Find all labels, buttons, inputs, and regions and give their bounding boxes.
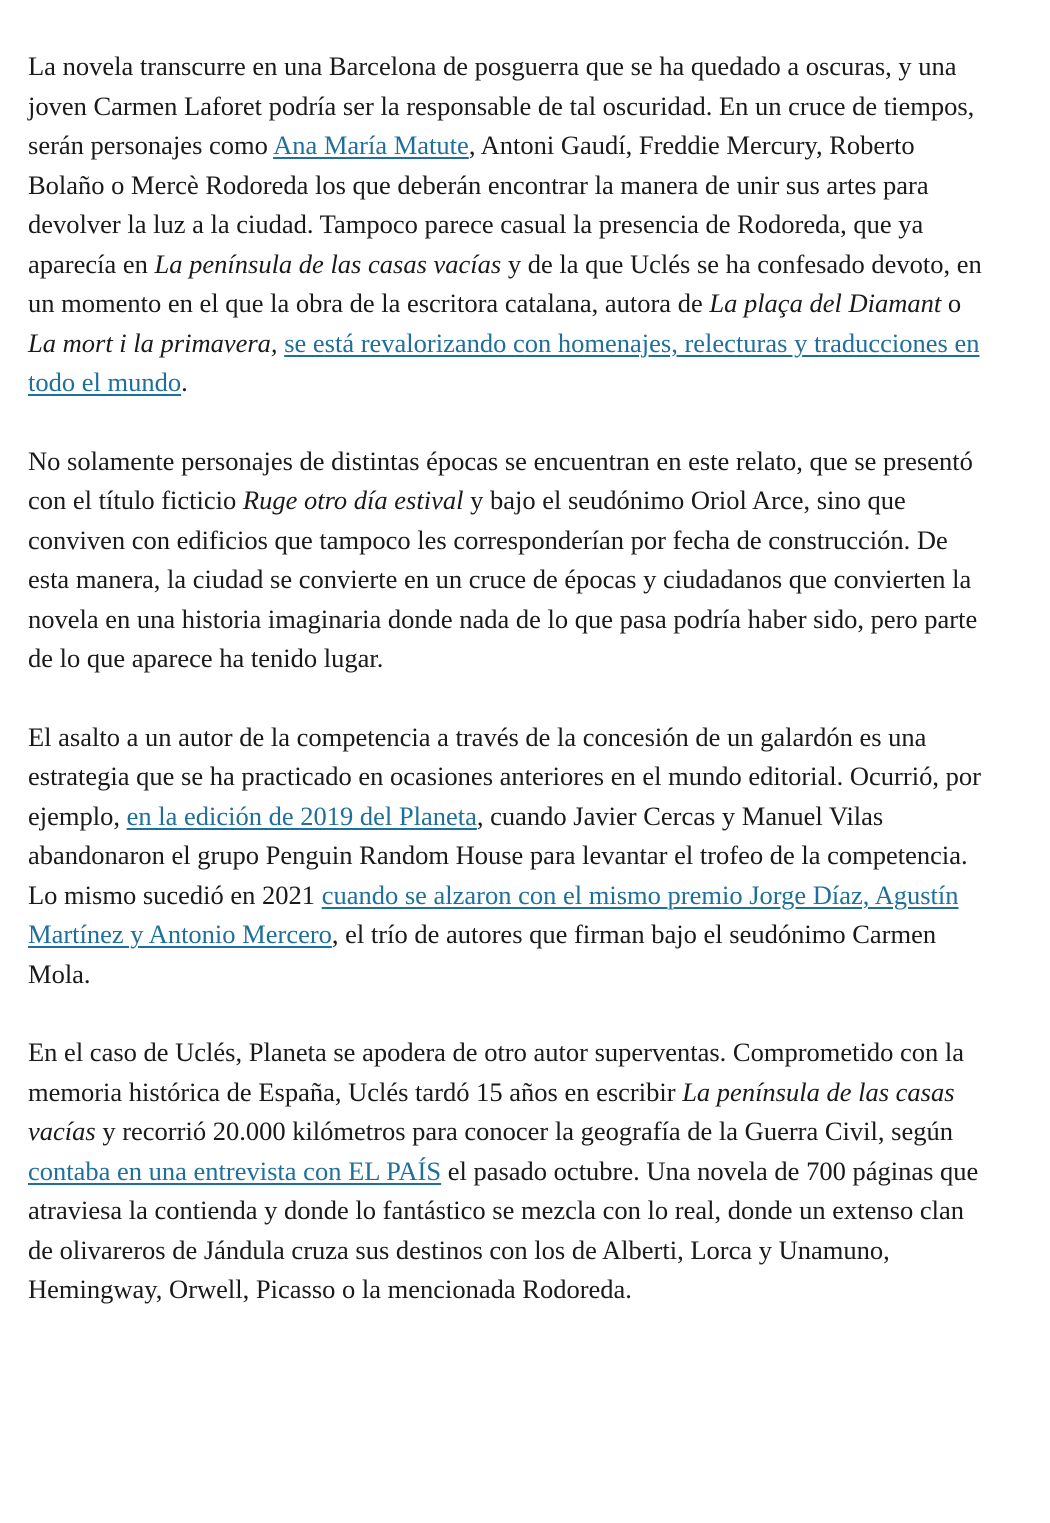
book-title: La península de las casas vacías bbox=[28, 1076, 955, 1146]
paragraph-text: La novela transcurre en una Barcelona de posguerra que se ha quedado a oscuras, y una joven Carmen Laforet podría ser la responsable de tal oscuridad. En un cruce de tiempos, serán personajes como bbox=[28, 51, 975, 160]
paragraph-text: No solamente personajes de distintas épocas se encuentran en este relato, que se presentó con el título ficticio bbox=[28, 445, 973, 515]
link-planeta-2019[interactable]: en la edición de 2019 del Planeta bbox=[126, 800, 477, 831]
book-title: La mort i la primavera, bbox=[28, 327, 278, 358]
paragraph-text: y de la que Uclés se ha confesado devoto, en un momento en el que la obra de la escritora catalana, autora de bbox=[28, 248, 982, 318]
paragraph bbox=[28, 718, 988, 995]
book-title: Ruge otro día estival bbox=[242, 485, 464, 515]
paragraph bbox=[28, 1033, 988, 1310]
paragraph-text: o bbox=[941, 288, 962, 318]
paragraph-text: , el trío de autores que firman bajo el seudónimo Carmen Mola. bbox=[28, 919, 937, 989]
link-rodoreda-revalorizacion[interactable]: se está revalorizando con homenajes, relecturas y traducciones en todo el mundo bbox=[28, 327, 980, 397]
paragraph bbox=[28, 442, 988, 679]
paragraph bbox=[28, 47, 988, 403]
book-title: La plaça del Diamant bbox=[709, 288, 942, 318]
paragraph-text: En el caso de Uclés, Planeta se apodera de otro autor superventas. Comprometido con la memoria histórica de España, Uclés tardó 15 años en escribir bbox=[28, 1037, 965, 1107]
link-entrevista-el-pais[interactable]: contaba en una entrevista con EL PAÍS bbox=[28, 1155, 442, 1186]
paragraph-text: . bbox=[181, 367, 188, 397]
link-ana-maria-matute[interactable]: Ana María Matute bbox=[273, 130, 469, 160]
paragraph-text: y bajo el seudónimo Oriol Arce, sino que conviven con edificios que tampoco les corresponderían por fecha de construcción. De esta manera, la ciudad se convierte en un cruce de épocas y ciudadanos que convierten la novela en una historia imaginaria donde nada de lo que pasa podría haber sido, pero parte de lo que aparece ha tenido lugar. bbox=[28, 485, 978, 673]
paragraph-text: El asalto a un autor de la competencia a través de la concesión de un galardón es una estrategia que se ha practicado en ocasiones anteriores en el mundo editorial. Ocurrió, por ejemplo, bbox=[28, 721, 981, 831]
paragraph-text: y recorrió 20.000 kilómetros para conocer la geografía de la Guerra Civil, según bbox=[95, 1116, 953, 1146]
paragraph-text: , Antoni Gaudí, Freddie Mercury, Roberto Bolaño o Mercè Rodoreda los que deberán encontrar la manera de unir sus artes para devolver la luz a la ciudad. Tampoco parece casual la presencia de Rodoreda, que ya aparecía en bbox=[28, 130, 929, 279]
article-body bbox=[28, 47, 988, 1349]
paragraph-text: el pasado octubre. Una novela de 700 páginas que atraviesa la contienda y donde lo fantástico se mezcla con lo real, donde un extenso clan de olivareros de Jándula cruza sus destinos con los de Alberti, Lorca y Unamuno, Hemingway, Orwell, Picasso o la mencionada Rodoreda. bbox=[28, 1155, 979, 1304]
paragraph-text: , cuando Javier Cercas y Manuel Vilas abandonaron el grupo Penguin Random House para levantar el trofeo de la competencia. Lo mismo sucedió en 2021 bbox=[28, 800, 968, 910]
book-title: La península de las casas vacías bbox=[154, 248, 502, 279]
link-carmen-mola-premio[interactable]: cuando se alzaron con el mismo premio Jorge Díaz, Agustín Martínez y Antonio Mercero bbox=[28, 879, 959, 949]
